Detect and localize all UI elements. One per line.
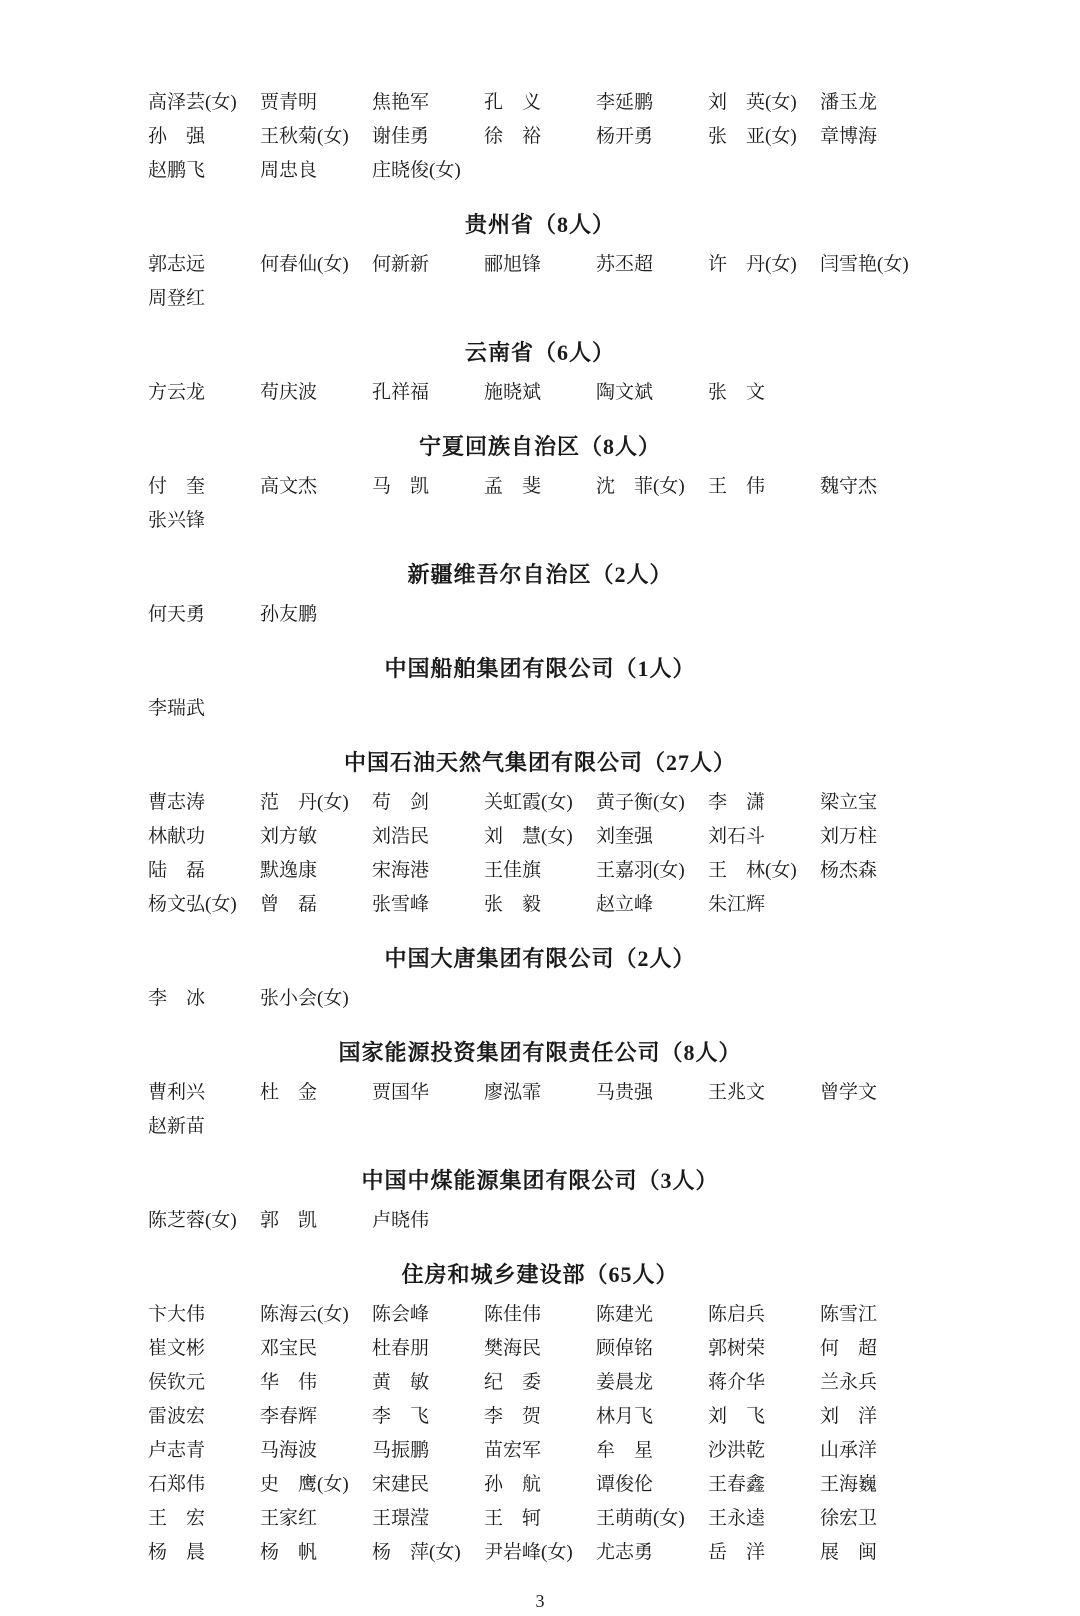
person-name: 姜晨龙 — [596, 1372, 654, 1393]
person-name: 刘方敏 — [260, 826, 318, 847]
name-row — [148, 1468, 932, 1502]
person-name: 张 文 — [708, 382, 766, 403]
name-row — [148, 1204, 932, 1238]
name-row — [148, 1536, 932, 1570]
person-name: 张 毅 — [484, 894, 542, 915]
person-name: 陈建光 — [596, 1304, 654, 1325]
person-name: 尹岩峰(女) — [484, 1542, 573, 1563]
person-name: 孔 义 — [484, 92, 542, 113]
section-title: 云南省（6人） — [464, 340, 615, 365]
person-name: 刘 洋 — [820, 1406, 878, 1427]
person-name: 默逸康 — [260, 860, 318, 881]
person-name: 谢佳勇 — [372, 126, 430, 147]
person-name: 何天勇 — [148, 604, 206, 625]
person-name: 闫雪艳(女) — [820, 254, 909, 275]
person-name: 陈佳伟 — [484, 1304, 542, 1325]
person-name: 高文杰 — [260, 476, 318, 497]
person-name: 施晓斌 — [484, 382, 542, 403]
person-name: 徐 裕 — [484, 126, 542, 147]
name-row — [148, 154, 932, 188]
person-name: 魏守杰 — [820, 476, 878, 497]
person-name: 李 飞 — [372, 1406, 430, 1427]
person-name: 王璟滢 — [372, 1508, 430, 1529]
person-name: 王 伟 — [708, 476, 766, 497]
section-title: 新疆维吾尔自治区（2人） — [407, 562, 673, 587]
person-name: 侯钦元 — [148, 1372, 206, 1393]
person-name: 王春鑫 — [708, 1474, 766, 1495]
person-name: 顾倬铭 — [596, 1338, 654, 1359]
person-name: 李瑞武 — [148, 698, 206, 719]
person-name: 贾青明 — [260, 92, 318, 113]
name-list — [148, 86, 932, 1570]
person-name: 何新新 — [372, 254, 430, 275]
person-name: 沙洪乾 — [708, 1440, 766, 1461]
person-name: 陈海云(女) — [260, 1304, 349, 1325]
person-name: 王秋菊(女) — [260, 126, 349, 147]
name-row — [148, 1502, 932, 1536]
section-title: 国家能源投资集团有限责任公司（8人） — [338, 1040, 742, 1065]
person-name: 曾 磊 — [260, 894, 318, 915]
person-name: 孙 强 — [148, 126, 206, 147]
person-name: 苗宏军 — [484, 1440, 542, 1461]
person-name: 王 轲 — [484, 1508, 542, 1529]
person-name: 周忠良 — [260, 160, 318, 181]
person-name: 何 超 — [820, 1338, 878, 1359]
person-name: 章博海 — [820, 126, 878, 147]
person-name: 孟 斐 — [484, 476, 542, 497]
person-name: 关虹霞(女) — [484, 792, 573, 813]
person-name: 陈雪江 — [820, 1304, 878, 1325]
person-name: 郦旭锋 — [484, 254, 542, 275]
person-name: 王嘉羽(女) — [596, 860, 685, 881]
person-name: 蒋介华 — [708, 1372, 766, 1393]
person-name: 卞大伟 — [148, 1304, 206, 1325]
person-name: 周登红 — [148, 288, 206, 309]
person-name: 纪 委 — [484, 1372, 542, 1393]
name-row — [148, 1366, 932, 1400]
person-name: 马海波 — [260, 1440, 318, 1461]
person-name: 马 凯 — [372, 476, 430, 497]
person-name: 杜 金 — [260, 1082, 318, 1103]
section-title: 宁夏回族自治区（8人） — [418, 434, 661, 459]
name-row — [148, 1332, 932, 1366]
section-title: 中国石油天然气集团有限公司（27人） — [343, 750, 736, 775]
person-name: 朱江辉 — [708, 894, 766, 915]
person-name: 陶文斌 — [596, 382, 654, 403]
person-name: 王海巍 — [820, 1474, 878, 1495]
person-name: 王萌萌(女) — [596, 1508, 685, 1529]
person-name: 刘万柱 — [820, 826, 878, 847]
person-name: 卢志青 — [148, 1440, 206, 1461]
person-name: 宋建民 — [372, 1474, 430, 1495]
person-name: 崔文彬 — [148, 1338, 206, 1359]
person-name: 尤志勇 — [596, 1542, 654, 1563]
person-name: 曾学文 — [820, 1082, 878, 1103]
person-name: 华 伟 — [260, 1372, 318, 1393]
name-row — [148, 1110, 932, 1144]
person-name: 王兆文 — [708, 1082, 766, 1103]
person-name: 潘玉龙 — [820, 92, 878, 113]
name-row — [148, 598, 932, 632]
name-row — [148, 1298, 932, 1332]
person-name: 赵新苗 — [148, 1116, 206, 1137]
person-name: 许 丹(女) — [708, 254, 797, 275]
person-name: 苏丕超 — [596, 254, 654, 275]
name-row — [148, 1434, 932, 1468]
person-name: 孙友鹏 — [260, 604, 318, 625]
person-name: 史 鹰(女) — [260, 1474, 349, 1495]
person-name: 范 丹(女) — [260, 792, 349, 813]
person-name: 李 潇 — [708, 792, 766, 813]
person-name: 刘 飞 — [708, 1406, 766, 1427]
person-name: 刘 英(女) — [708, 92, 797, 113]
name-row — [148, 692, 932, 726]
section-title: 中国大唐集团有限公司（2人） — [384, 946, 696, 971]
person-name: 石郑伟 — [148, 1474, 206, 1495]
person-name: 梁立宝 — [820, 792, 878, 813]
person-name: 陆 磊 — [148, 860, 206, 881]
person-name: 李春辉 — [260, 1406, 318, 1427]
person-name: 牟 星 — [596, 1440, 654, 1461]
name-row — [148, 282, 932, 316]
person-name: 杨 帆 — [260, 1542, 318, 1563]
person-name: 杜春朋 — [372, 1338, 430, 1359]
name-row — [148, 820, 932, 854]
person-name: 徐宏卫 — [820, 1508, 878, 1529]
person-name: 曹志涛 — [148, 792, 206, 813]
person-name: 宋海港 — [372, 860, 430, 881]
person-name: 李延鹏 — [596, 92, 654, 113]
person-name: 杨文弘(女) — [148, 894, 237, 915]
person-name: 刘浩民 — [372, 826, 430, 847]
person-name: 杨 萍(女) — [372, 1542, 461, 1563]
person-name: 王家红 — [260, 1508, 318, 1529]
person-name: 刘奎强 — [596, 826, 654, 847]
person-name: 王永逵 — [708, 1508, 766, 1529]
person-name: 黄 敏 — [372, 1372, 430, 1393]
person-name: 王 宏 — [148, 1508, 206, 1529]
person-name: 陈芝蓉(女) — [148, 1210, 237, 1231]
person-name: 林献功 — [148, 826, 206, 847]
person-name: 兰永兵 — [820, 1372, 878, 1393]
person-name: 刘石斗 — [708, 826, 766, 847]
person-name: 郭树荣 — [708, 1338, 766, 1359]
name-row — [148, 470, 932, 504]
person-name: 高泽芸(女) — [148, 92, 237, 113]
name-row — [148, 1400, 932, 1434]
name-row — [148, 854, 932, 888]
person-name: 杨开勇 — [596, 126, 654, 147]
person-name: 马振鹏 — [372, 1440, 430, 1461]
section-title: 中国中煤能源集团有限公司（3人） — [361, 1168, 719, 1193]
person-name: 孙 航 — [484, 1474, 542, 1495]
person-name: 贾国华 — [372, 1082, 430, 1103]
name-row — [148, 376, 932, 410]
person-name: 张兴锋 — [148, 510, 206, 531]
person-name: 苟庆波 — [260, 382, 318, 403]
name-row — [148, 120, 932, 154]
person-name: 张 亚(女) — [708, 126, 797, 147]
section-title: 中国船舶集团有限公司（1人） — [384, 656, 696, 681]
section-title: 住房和城乡建设部（65人） — [401, 1262, 679, 1287]
person-name: 雷波宏 — [148, 1406, 206, 1427]
name-row — [148, 248, 932, 282]
person-name: 山承洋 — [820, 1440, 878, 1461]
person-name: 张雪峰 — [372, 894, 430, 915]
section-title: 贵州省（8人） — [464, 212, 615, 237]
person-name: 谭俊伦 — [596, 1474, 654, 1495]
person-name: 赵鹏飞 — [148, 160, 206, 181]
name-row — [148, 86, 932, 120]
person-name: 展 闽 — [820, 1542, 878, 1563]
person-name: 林月飞 — [596, 1406, 654, 1427]
person-name: 张小会(女) — [260, 988, 349, 1009]
person-name: 邓宝民 — [260, 1338, 318, 1359]
person-name: 马贵强 — [596, 1082, 654, 1103]
person-name: 李 贺 — [484, 1406, 542, 1427]
person-name: 岳 洋 — [708, 1542, 766, 1563]
person-name: 陈会峰 — [372, 1304, 430, 1325]
person-name: 杨杰森 — [820, 860, 878, 881]
person-name: 何春仙(女) — [260, 254, 349, 275]
person-name: 赵立峰 — [596, 894, 654, 915]
name-row — [148, 982, 932, 1016]
person-name: 付 奎 — [148, 476, 206, 497]
person-name: 郭 凯 — [260, 1210, 318, 1231]
person-name: 廖泓霏 — [484, 1082, 542, 1103]
name-row — [148, 888, 932, 922]
person-name: 杨 晨 — [148, 1542, 206, 1563]
person-name: 庄晓俊(女) — [372, 160, 461, 181]
person-name: 黄子衡(女) — [596, 792, 685, 813]
person-name: 焦艳军 — [372, 92, 430, 113]
person-name: 方云龙 — [148, 382, 206, 403]
person-name: 孔祥福 — [372, 382, 430, 403]
person-name: 郭志远 — [148, 254, 206, 275]
name-row — [148, 504, 932, 538]
page-number: 3 — [535, 1591, 545, 1611]
person-name: 卢晓伟 — [372, 1210, 430, 1231]
person-name: 刘 慧(女) — [484, 826, 573, 847]
person-name: 曹利兴 — [148, 1082, 206, 1103]
person-name: 陈启兵 — [708, 1304, 766, 1325]
person-name: 沈 菲(女) — [596, 476, 685, 497]
person-name: 王 林(女) — [708, 860, 797, 881]
person-name: 王佳旗 — [484, 860, 542, 881]
name-row — [148, 786, 932, 820]
person-name: 樊海民 — [484, 1338, 542, 1359]
name-row — [148, 1076, 932, 1110]
person-name: 李 冰 — [148, 988, 206, 1009]
person-name: 苟 剑 — [372, 792, 430, 813]
